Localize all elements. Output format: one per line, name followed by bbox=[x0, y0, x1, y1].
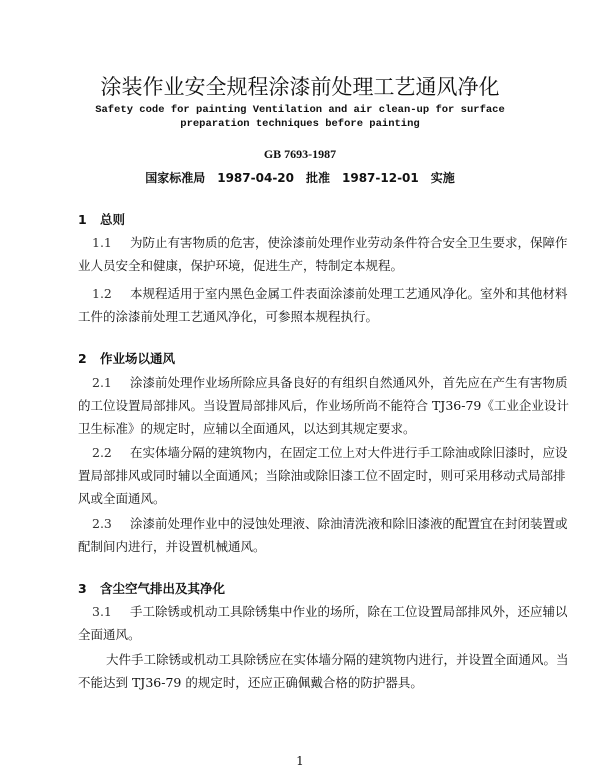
paragraph-2-3 bbox=[78, 512, 568, 558]
para-text: 本规程适用于室内黑色金属工件表面涂漆前处理工艺通风净化。室外和其他材料 bbox=[130, 286, 568, 301]
para-line: 配制间内进行，并设置机械通风。 bbox=[78, 539, 266, 554]
para-line: 工件的涂漆前处理工艺通风净化，可参照本规程执行。 bbox=[78, 309, 379, 324]
english-title-line-1: Safety code for painting Ventilation and air clean-up for surface bbox=[95, 104, 505, 116]
paragraph-1-1 bbox=[78, 231, 568, 277]
para-line: 业人员安全和健康，保护环境，促进生产，特制定本规程。 bbox=[78, 258, 404, 273]
para-number: 2.1 bbox=[92, 375, 112, 390]
section-heading bbox=[78, 581, 225, 597]
paragraph-2-2 bbox=[78, 441, 568, 510]
section-number: 1 bbox=[78, 212, 87, 227]
para-text: 涂漆前处理作业中的浸蚀处理液、除油清洗液和除旧漆液的配置宜在封闭装置或 bbox=[130, 516, 568, 531]
para-line bbox=[78, 231, 568, 254]
para-line: 的工位设置局部排风。当设置局部排风后，作业场所尚不能符合 TJ36-79《工业企业设计 bbox=[78, 398, 569, 413]
para-number: 2.2 bbox=[92, 445, 112, 460]
para-line bbox=[78, 512, 568, 535]
para-number: 1.2 bbox=[92, 286, 112, 301]
para-line bbox=[78, 600, 568, 623]
para-number: 2.3 bbox=[92, 516, 112, 531]
para-line: 置局部排风或同时辅以全面通风；当除油或除旧漆工位不固定时，则可采用移动式局部排 bbox=[78, 468, 566, 483]
para-text: 在实体墙分隔的建筑物内，在固定工位上对大件进行手工除油或除旧漆时，应设 bbox=[130, 445, 568, 460]
paragraph-3-1-cont bbox=[78, 648, 569, 694]
page-number: 1 bbox=[296, 754, 304, 768]
para-line: 风或全面通风。 bbox=[78, 491, 166, 506]
document-title: 涂装作业安全规程涂漆前处理工艺通风净化 bbox=[100, 75, 500, 99]
section-title: 含尘空气排出及其净化 bbox=[100, 581, 226, 596]
para-text: 涂漆前处理作业场所除应具备良好的有组织自然通风外，首先应在产生有害物质 bbox=[130, 375, 568, 390]
issue-info: 国家标准局 1987-04-20 批准 1987-12-01 实施 bbox=[145, 171, 455, 185]
para-line bbox=[78, 282, 568, 305]
section-heading bbox=[78, 351, 175, 367]
para-number: 3.1 bbox=[92, 604, 112, 619]
para-line: 不能达到 TJ36-79 的规定时，还应正确佩戴合格的防护器具。 bbox=[78, 675, 423, 690]
para-line: 卫生标准》的规定时，应辅以全面通风，以达到其规定要求。 bbox=[78, 421, 416, 436]
section-number: 2 bbox=[78, 351, 87, 366]
para-number: 1.1 bbox=[92, 235, 112, 250]
para-text: 手工除锈或机动工具除锈集中作业的场所，除在工位设置局部排风外，还应辅以 bbox=[130, 604, 568, 619]
paragraph-3-1 bbox=[78, 600, 568, 646]
standard-number: GB 7693-1987 bbox=[263, 147, 337, 161]
para-text: 为防止有害物质的危害，使涂漆前处理作业劳动条件符合安全卫生要求，保障作 bbox=[130, 235, 568, 250]
english-title-line-2: preparation techniques before painting bbox=[180, 118, 420, 130]
section-title: 总则 bbox=[100, 212, 126, 227]
para-line bbox=[78, 371, 568, 394]
para-line: 大件手工除锈或机动工具除锈应在实体墙分隔的建筑物内进行，并设置全面通风。当 bbox=[106, 652, 569, 667]
paragraph-1-2 bbox=[78, 282, 568, 328]
paragraph-2-1 bbox=[78, 371, 569, 440]
section-heading bbox=[78, 212, 125, 228]
para-line: 全面通风。 bbox=[78, 627, 141, 642]
para-line bbox=[78, 441, 568, 464]
section-number: 3 bbox=[78, 581, 87, 596]
section-title: 作业场以通风 bbox=[100, 351, 176, 366]
